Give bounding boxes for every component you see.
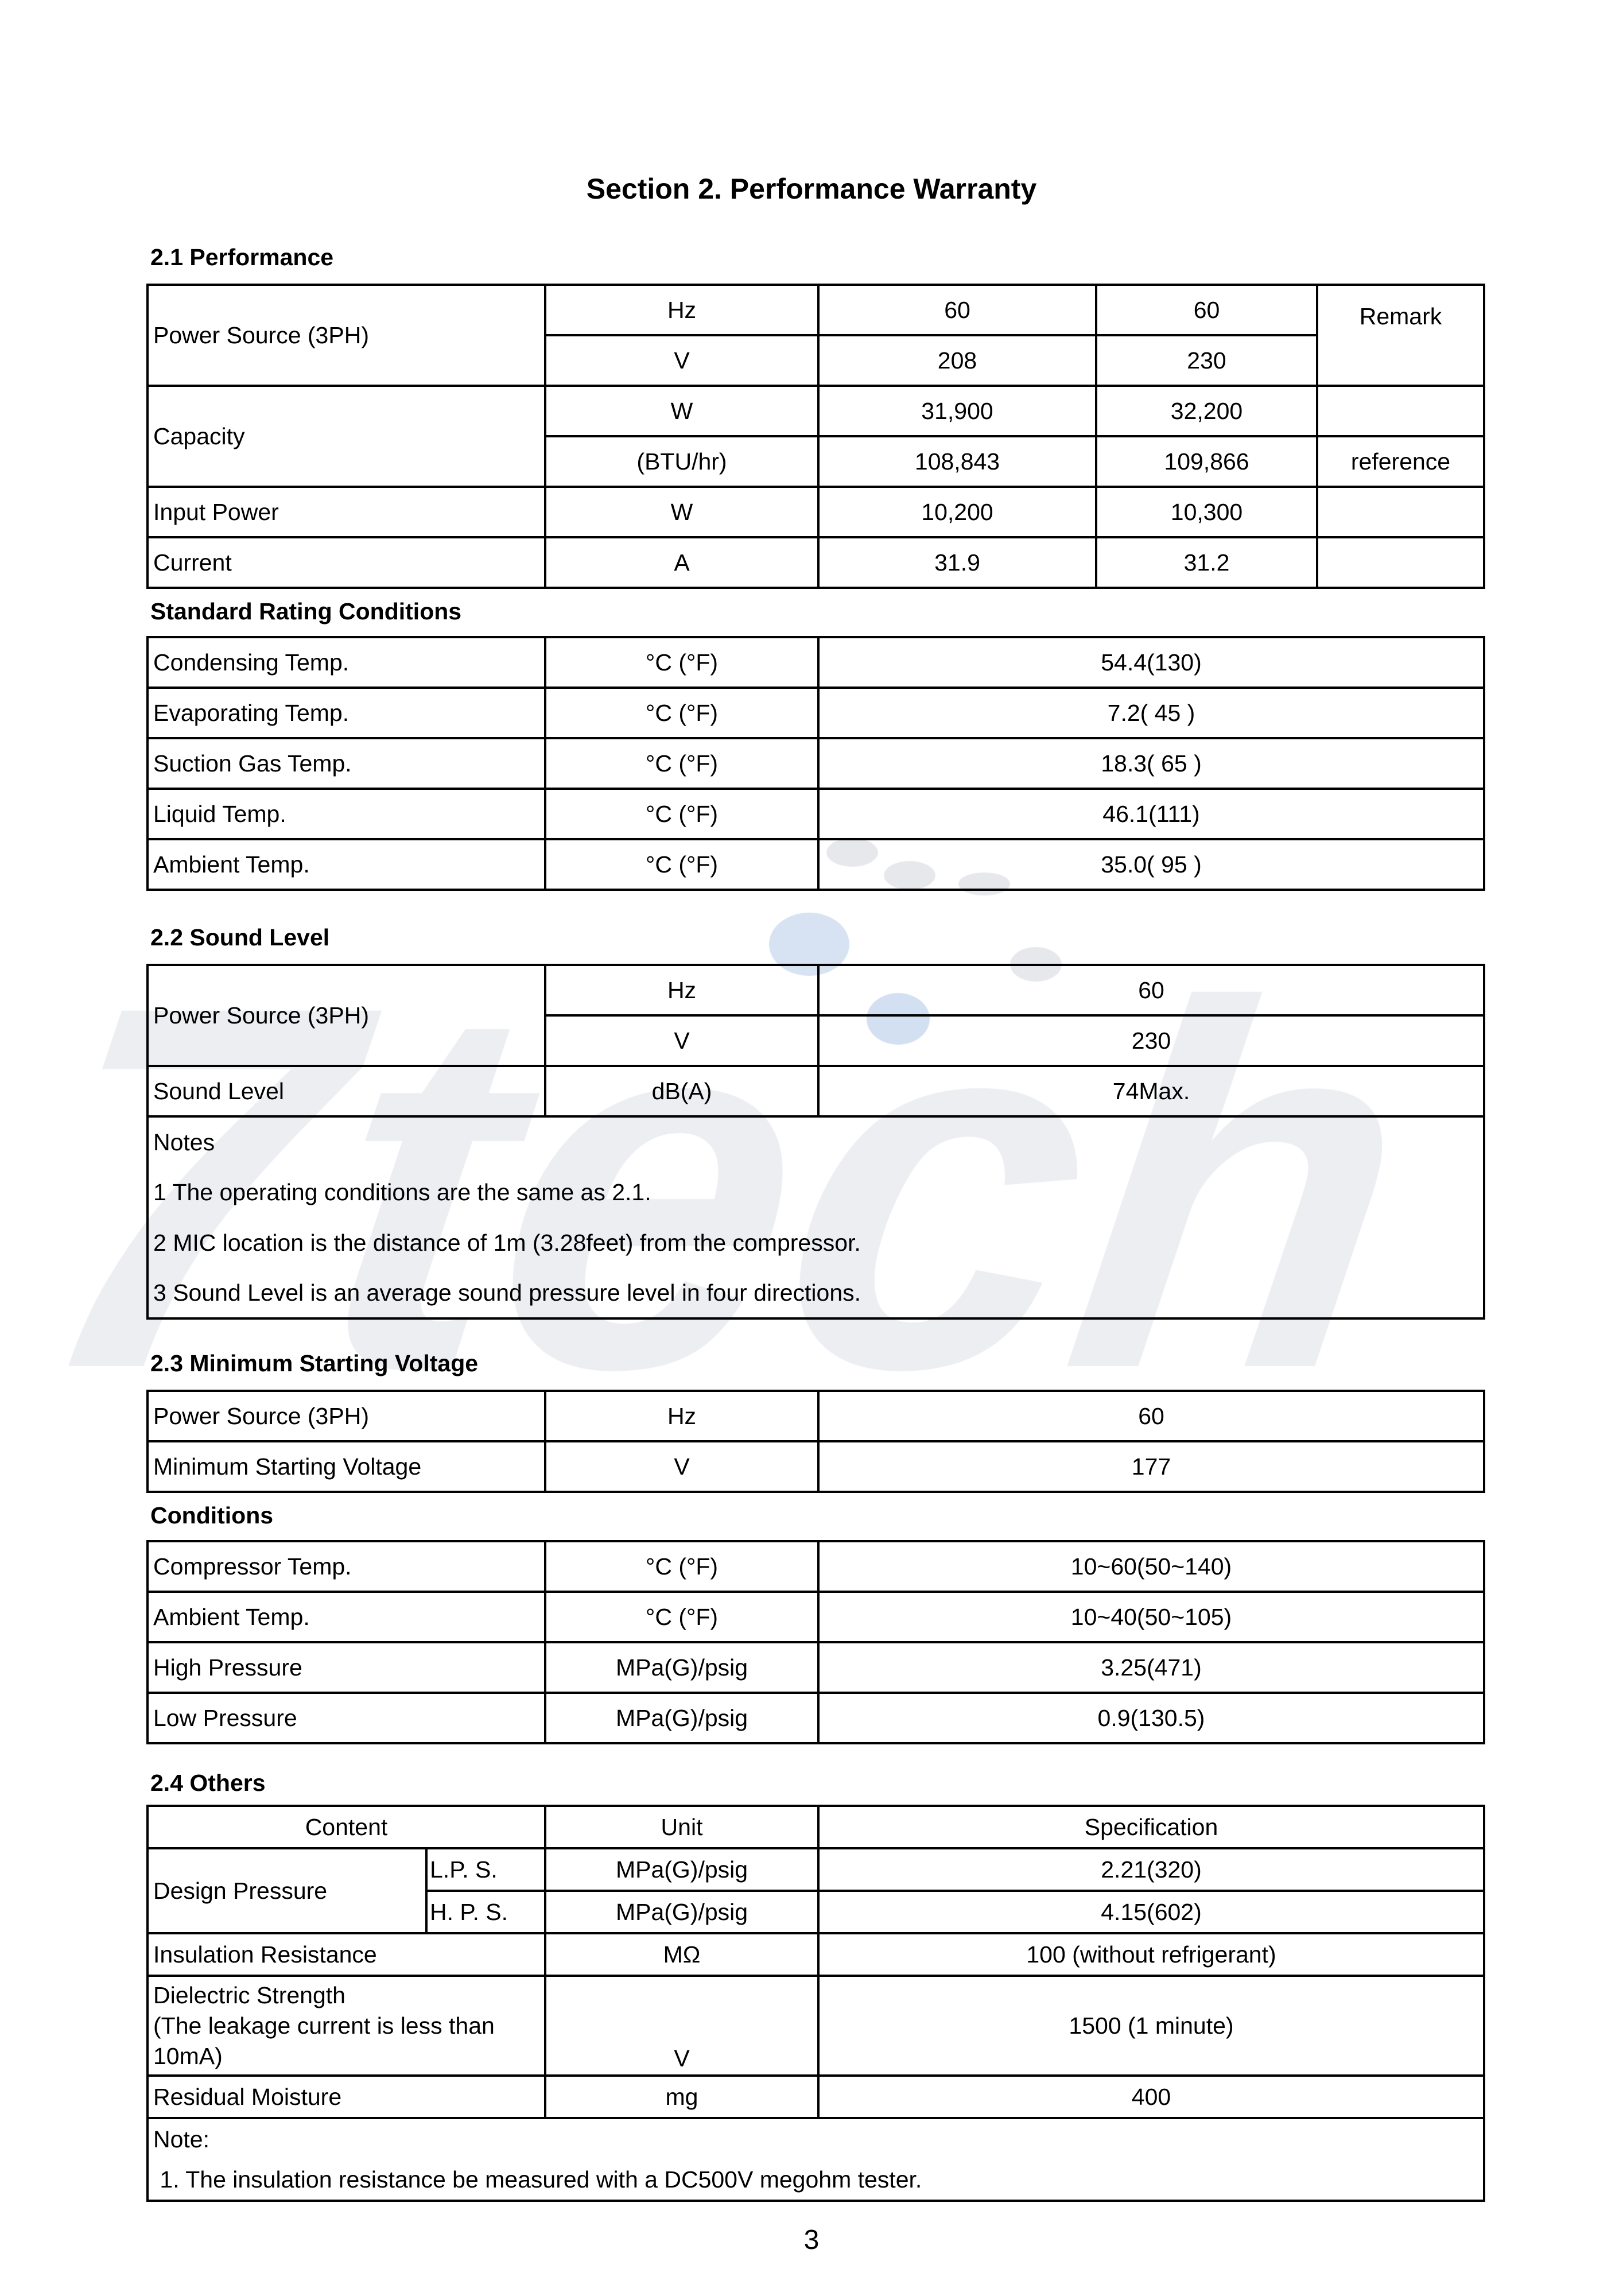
cell-unit: mg: [545, 2076, 818, 2118]
cell-label: Evaporating Temp.: [147, 688, 545, 738]
cell-value: 109,866: [1096, 436, 1317, 487]
dielectric-label-line: Dielectric Strength: [153, 1981, 345, 2008]
min-starting-voltage-table: [146, 1390, 1485, 1493]
section-heading-performance: 2.1 Performance: [150, 244, 334, 270]
cell-unit: A: [545, 537, 818, 588]
cell-value: 46.1(111): [818, 789, 1484, 839]
cell-value: 18.3( 65 ): [818, 738, 1484, 789]
conditions-table: [146, 1540, 1485, 1744]
cell-label: Insulation Resistance: [147, 1933, 545, 1976]
cell-unit: °C (°F): [545, 738, 818, 789]
cell-value: 54.4(130): [818, 637, 1484, 688]
cell-sublabel: H. P. S.: [426, 1891, 545, 1933]
cell-value: 10~40(50~105): [818, 1592, 1484, 1642]
cell-label: Power Source (3PH): [147, 965, 545, 1066]
cell-unit: V: [545, 1976, 818, 2076]
cell-unit: V: [545, 335, 818, 386]
cell-value: 230: [1096, 335, 1317, 386]
cell-unit: MΩ: [545, 1933, 818, 1976]
cell-value: 10,200: [818, 487, 1096, 537]
cell-unit: Hz: [545, 965, 818, 1015]
page-title: Section 2. Performance Warranty: [586, 173, 1037, 205]
cell-unit: (BTU/hr): [545, 436, 818, 487]
dielectric-label-line: (The leakage current is less than: [153, 2012, 495, 2039]
cell-empty: [1317, 487, 1484, 537]
cell-value: 60: [818, 965, 1484, 1015]
cell-label: Input Power: [147, 487, 545, 537]
header-unit: Unit: [545, 1806, 818, 1848]
cell-value: 230: [818, 1015, 1484, 1066]
cell-unit: °C (°F): [545, 1541, 818, 1592]
section-heading-sound: 2.2 Sound Level: [150, 924, 330, 951]
cell-label: Minimum Starting Voltage: [147, 1441, 545, 1492]
cell-unit: Hz: [545, 1391, 818, 1441]
cell-label: Power Source (3PH): [147, 1391, 545, 1441]
cell-label: Compressor Temp.: [147, 1541, 545, 1592]
cell-value: 35.0( 95 ): [818, 839, 1484, 890]
cell-unit: MPa(G)/psig: [545, 1891, 818, 1933]
cell-value: 2.21(320): [818, 1848, 1484, 1891]
cell-unit: dB(A): [545, 1066, 818, 1116]
cell-value: 0.9(130.5): [818, 1693, 1484, 1743]
cell-label: [147, 1976, 545, 2076]
section-heading-others: 2.4 Others: [150, 1770, 266, 1796]
cell-unit: Hz: [545, 285, 818, 335]
cell-label: Power Source (3PH): [147, 285, 545, 386]
note-item: 1. The insulation resistance be measured with a DC500V megohm tester.: [147, 2159, 1484, 2201]
cell-value: 60: [1096, 285, 1317, 335]
cell-value: 31.2: [1096, 537, 1317, 588]
cell-unit: V: [545, 1015, 818, 1066]
cell-value: 4.15(602): [818, 1891, 1484, 1933]
cell-value: 10,300: [1096, 487, 1317, 537]
cell-unit: °C (°F): [545, 839, 818, 890]
cell-remark: reference: [1317, 436, 1484, 487]
cell-unit: W: [545, 386, 818, 436]
cell-value: 1500 (1 minute): [818, 1976, 1484, 2076]
cell-label: Condensing Temp.: [147, 637, 545, 688]
cell-value: 177: [818, 1441, 1484, 1492]
section-heading-rating: Standard Rating Conditions: [150, 598, 462, 625]
cell-label: Ambient Temp.: [147, 1592, 545, 1642]
cell-label: Current: [147, 537, 545, 588]
cell-label: Residual Moisture: [147, 2076, 545, 2118]
page-number: 3: [803, 2225, 820, 2255]
cell-label: Ambient Temp.: [147, 839, 545, 890]
note-item: 2 MIC location is the distance of 1m (3.28feet) from the compressor.: [147, 1217, 1484, 1268]
cell-value: 3.25(471): [818, 1642, 1484, 1693]
cell-unit: MPa(G)/psig: [545, 1693, 818, 1743]
cell-label: Liquid Temp.: [147, 789, 545, 839]
cell-unit: MPa(G)/psig: [545, 1848, 818, 1891]
cell-value: 74Max.: [818, 1066, 1484, 1116]
cell-label: High Pressure: [147, 1642, 545, 1693]
cell-value: 60: [818, 1391, 1484, 1441]
cell-unit: °C (°F): [545, 1592, 818, 1642]
cell-empty: [1317, 537, 1484, 588]
cell-unit: °C (°F): [545, 637, 818, 688]
cell-value: 31.9: [818, 537, 1096, 588]
cell-label: Low Pressure: [147, 1693, 545, 1743]
header-content: Content: [147, 1806, 545, 1848]
cell-value: 400: [818, 2076, 1484, 2118]
cell-unit: W: [545, 487, 818, 537]
sound-level-table: [146, 964, 1485, 1320]
cell-label: Suction Gas Temp.: [147, 738, 545, 789]
cell-value: 10~60(50~140): [818, 1541, 1484, 1592]
cell-unit: MPa(G)/psig: [545, 1642, 818, 1693]
others-table: [146, 1805, 1485, 2202]
cell-label: Sound Level: [147, 1066, 545, 1116]
cell-unit: °C (°F): [545, 688, 818, 738]
cell-empty: [1317, 386, 1484, 436]
note-title: Note:: [147, 2118, 1484, 2159]
notes-title: Notes: [147, 1116, 1484, 1167]
cell-label: Design Pressure: [147, 1848, 426, 1933]
performance-table: [146, 284, 1485, 589]
section-heading-msv: 2.3 Minimum Starting Voltage: [150, 1350, 479, 1376]
cell-value: 100 (without refrigerant): [818, 1933, 1484, 1976]
cell-value: 60: [818, 285, 1096, 335]
cell-unit: °C (°F): [545, 789, 818, 839]
rating-conditions-table: [146, 636, 1485, 891]
dielectric-label-line: 10mA): [153, 2042, 223, 2069]
note-item: 3 Sound Level is an average sound pressure level in four directions.: [147, 1268, 1484, 1318]
cell-unit: V: [545, 1441, 818, 1492]
cell-label: Capacity: [147, 386, 545, 487]
cell-value: 208: [818, 335, 1096, 386]
cell-value: 108,843: [818, 436, 1096, 487]
cell-value: 31,900: [818, 386, 1096, 436]
header-specification: Specification: [818, 1806, 1484, 1848]
cell-value: 32,200: [1096, 386, 1317, 436]
cell-value: 7.2( 45 ): [818, 688, 1484, 738]
cell-remark-header: Remark: [1317, 285, 1484, 386]
note-item: 1 The operating conditions are the same as 2.1.: [147, 1167, 1484, 1217]
section-heading-conditions: Conditions: [150, 1502, 274, 1529]
cell-sublabel: L.P. S.: [426, 1848, 545, 1891]
